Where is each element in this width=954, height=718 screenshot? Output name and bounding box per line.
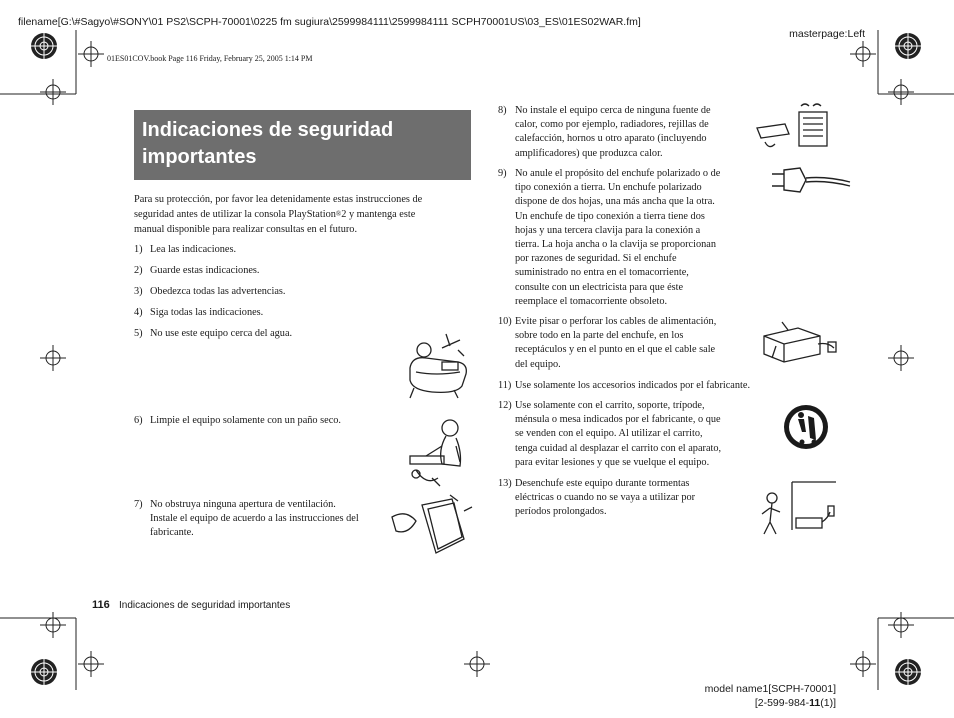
footer-section-title: Indicaciones de seguridad importantes	[119, 600, 291, 611]
file-path-header: filename[G:\#Sagyo\#SONY\01 PS2\SCPH-70001\0225 fm sugiura\2599984111\2599984111 SCPH70001US\03_ES\01ES02WAR.fm]	[18, 16, 641, 28]
page-number: 116	[92, 599, 110, 611]
item-number: 7)	[134, 499, 143, 510]
item-number: 11)	[498, 380, 512, 391]
item-text-line: receptáculos y en el punto en el que el cable sale	[515, 344, 716, 356]
item-text: Guarde estas indicaciones.	[150, 265, 260, 276]
item-text-line: Un enchufe de tipo conexión a tierra tiene dos	[515, 210, 705, 222]
item-text-line: tipo conexión a tierra. Un enchufe polarizado	[515, 182, 702, 194]
item-text-line: Use solamente con el carrito, soporte, trípode,	[515, 400, 705, 411]
intro-line-3: manual disponible para realizar consultas en el futuro.	[134, 223, 358, 235]
item-text: Use solamente los accesorios indicados por el fabricante.	[515, 380, 751, 391]
item-number: 3)	[134, 286, 143, 297]
item-number: 9)	[498, 168, 507, 179]
item-number: 6)	[134, 415, 143, 426]
item-number: 8)	[498, 105, 507, 116]
item-text-line: tenga cuidad al desplazar el carrito con el aparato,	[515, 442, 722, 454]
item-text-line: por razones de seguridad. Si el enchufe	[515, 253, 677, 265]
masterpage-label: masterpage:Left	[789, 28, 865, 40]
item-text: Obedezca todas las advertencias.	[150, 286, 286, 297]
item-text: Lea las indicaciones.	[150, 244, 237, 255]
item-text-line: No obstruya ninguna apertura de ventilación.	[150, 499, 336, 510]
item-text-line: hojas y una tercera clavija para la conexión a	[515, 224, 701, 236]
book-info-line: 01ES01COV.book Page 116 Friday, February 25, 2005 1:14 PM	[107, 54, 313, 63]
item-number: 12)	[498, 400, 512, 411]
item-number: 1)	[134, 244, 143, 255]
model-code-prefix: [2-599-984-	[754, 697, 810, 709]
item-number: 2)	[134, 265, 143, 276]
item-text: No use este equipo cerca del agua.	[150, 328, 293, 339]
item-number: 10)	[498, 316, 512, 327]
item-text: Limpie el equipo solamente con un paño seco.	[150, 415, 342, 426]
title-line-2: importantes	[142, 146, 257, 168]
model-code-bold: 11	[809, 697, 821, 709]
intro-line-2-end: 2 y mantenga este	[341, 209, 416, 221]
item-text-line: Instale el equipo de acuerdo a las instrucciones del	[150, 513, 359, 525]
item-text: Siga todas las indicaciones.	[150, 307, 264, 318]
item-text-line: para evitar lesiones y que se vuelque el equipo.	[515, 456, 710, 468]
item-text-line: reemplace el tomacorriente obsoleto.	[515, 295, 668, 307]
item-text-line: eléctricas o cuando no se vaya a utilizar por	[515, 492, 696, 504]
item-text-line: Evite pisar o perforar los cables de alimentación,	[515, 316, 717, 327]
model-line-1: model name1[SCPH-70001]	[704, 683, 836, 695]
intro-line-2-start: seguridad antes de utilizar la consola PlayStation	[134, 209, 336, 221]
item-text-line: Desenchufe este equipo durante tormentas	[515, 478, 690, 489]
item-number: 5)	[134, 328, 143, 339]
title-line-1: Indicaciones de seguridad	[142, 119, 394, 141]
item-text-line: ménsula o mesa indicados por el fabricante, o que	[515, 414, 721, 426]
item-text-line: calor, como por ejemplo, radiadores, rejillas de	[515, 119, 709, 131]
item-text-line: suministrado no entra en el tomacorriente,	[515, 267, 689, 279]
item-text-line: períodos prolongados.	[515, 506, 607, 518]
item-number: 4)	[134, 307, 143, 318]
model-code-suffix: (1)]	[820, 697, 836, 709]
item-text-line: amplificadores) que produzca calor.	[515, 147, 663, 159]
item-text-line: consulte con un electricista para que éste	[515, 281, 684, 293]
item-text-line: tierra. La hoja ancha o la clavija se proporcionan	[515, 239, 716, 251]
item-text-line: fabricante.	[150, 527, 194, 539]
item-number: 13)	[498, 478, 512, 489]
intro-line-1: Para su protección, por favor lea detenidamente estas instrucciones de	[134, 194, 423, 205]
item-text-line: calefacción, hornos u otro aparato (incluyendo	[515, 133, 707, 145]
item-text-line: dispone de dos hojas, una más ancha que la otra.	[515, 196, 715, 208]
registered-mark: ®	[335, 210, 342, 219]
item-text-line: No anule el propósito del enchufe polarizado o de	[515, 168, 721, 179]
item-text-line: sobre todo en la parte del enchufe, en los	[515, 330, 684, 342]
item-text-line: No instale el equipo cerca de ninguna fuente de	[515, 105, 711, 116]
item-text-line: del equipo.	[515, 358, 561, 370]
item-text-line: se venden con el equipo. Al utilizar el carrito,	[515, 428, 703, 440]
